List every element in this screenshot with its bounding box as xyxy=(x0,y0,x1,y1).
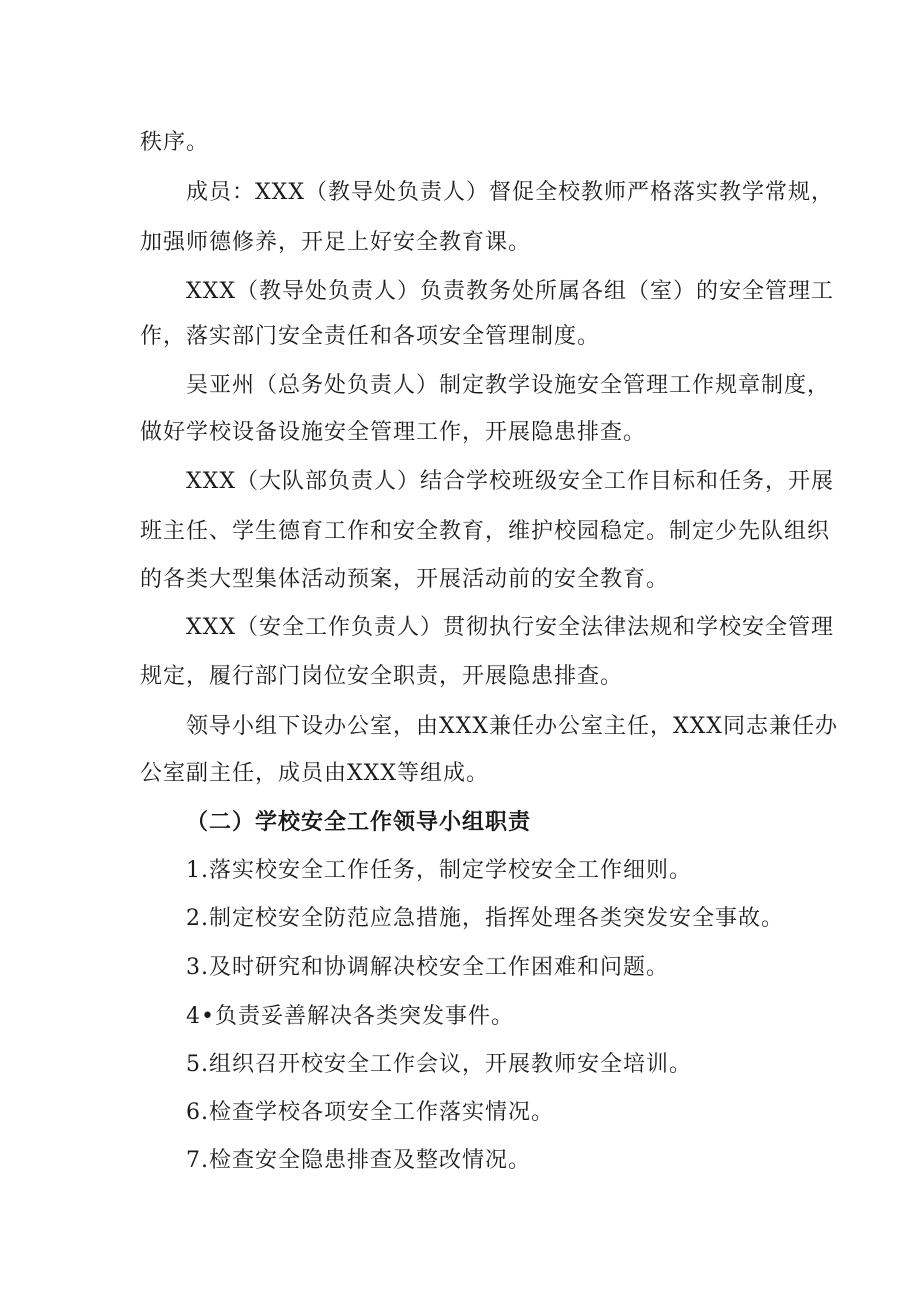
paragraph-safety-line-2: 规定，履行部门岗位安全职责，开展隐患排查。 xyxy=(140,664,624,689)
duty-item: 7.检查安全隐患排查及整改情况。 xyxy=(186,1148,531,1173)
paragraph-general-affairs-line-1: 吴亚州（总务处负责人）制定教学设施安全管理工作规章制度， xyxy=(186,373,831,398)
duty-item: 1.落实校安全工作任务，制定学校安全工作细则。 xyxy=(186,858,692,883)
paragraph-office-line-1: 领导小组下设办公室，由XXX兼任办公室主任，XXX同志兼任办 xyxy=(186,714,838,739)
duty-item: 6.检查学校各项安全工作落实情况。 xyxy=(186,1100,554,1125)
section-heading: （二）学校安全工作领导小组职责 xyxy=(186,810,532,835)
paragraph-continuation: 秩序。 xyxy=(140,130,210,155)
duty-item: 5.组织召开校安全工作会议，开展教师安全培训。 xyxy=(186,1052,692,1077)
duty-item: 2.制定校安全防范应急措施，指挥处理各类突发安全事故。 xyxy=(186,906,784,931)
paragraph-member-line-2: 加强师德修养，开足上好安全教育课。 xyxy=(140,230,532,255)
paragraph-safety-line-1: XXX（安全工作负责人）贯彻执行安全法律法规和学校安全管理 xyxy=(186,615,834,640)
paragraph-member-line-1: 成员：XXX（教导处负责人）督促全校教师严格落实教学常规， xyxy=(186,180,834,205)
paragraph-general-affairs-line-2: 做好学校设备设施安全管理工作，开展隐患排查。 xyxy=(140,420,647,445)
paragraph-office-line-2: 公室副主任，成员由XXX等组成。 xyxy=(140,761,489,786)
paragraph-brigade-line-1: XXX（大队部负责人）结合学校班级安全工作目标和任务，开展 xyxy=(186,469,834,494)
duty-item: 3.及时研究和协调解决校安全工作困难和问题。 xyxy=(186,955,669,980)
paragraph-brigade-line-2: 班主任、学生德育工作和安全教育，维护校园稳定。制定少先队组织 xyxy=(140,519,831,544)
paragraph-brigade-line-3: 的各类大型集体活动预案，开展活动前的安全教育。 xyxy=(140,567,670,592)
paragraph-academic-line-1: XXX（教导处负责人）负责教务处所属各组（室）的安全管理工 xyxy=(186,279,834,304)
paragraph-academic-line-2: 作，落实部门安全责任和各项安全管理制度。 xyxy=(140,324,601,349)
duty-item: 4•负责妥善解决各类突发事件。 xyxy=(186,1004,514,1029)
